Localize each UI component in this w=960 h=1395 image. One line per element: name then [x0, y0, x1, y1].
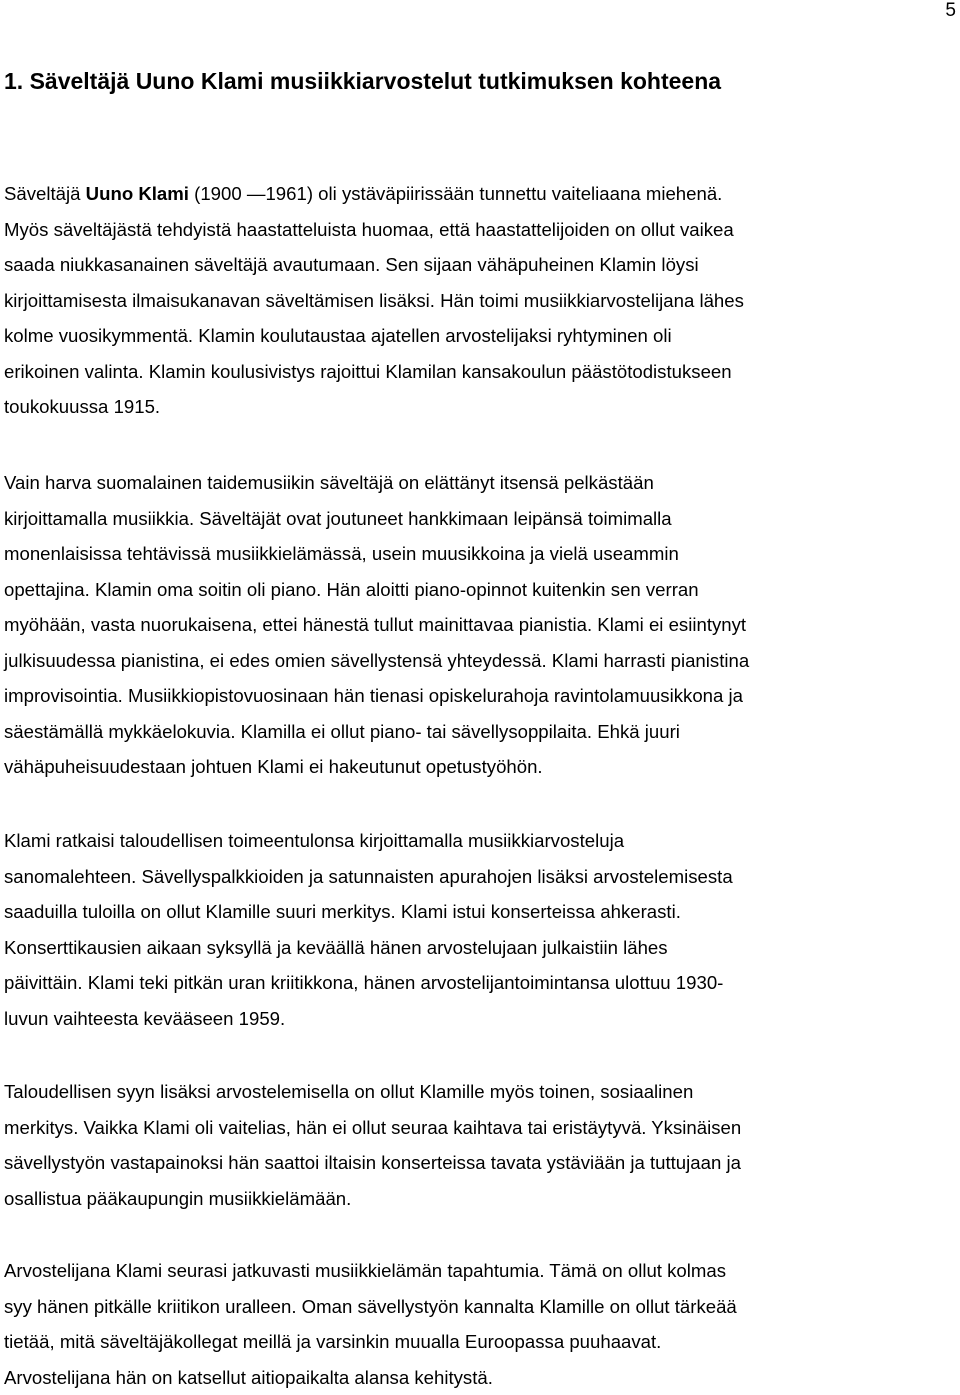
paragraph-line: opettajina. Klamin oma soitin oli piano. Hän aloitti piano-opinnot kuitenkin sen verran [4, 578, 699, 600]
paragraph-line: Taloudellisen syyn lisäksi arvostelemisella on ollut Klamille myös toinen, sosiaalinen [4, 1081, 694, 1102]
paragraph-line [4, 176, 954, 212]
paragraph-line: Konserttikausien aikaan syksyllä ja keväällä hänen arvostelujaan julkaistiin lähes [4, 936, 668, 958]
paragraph-line: julkisuudessa pianistina, ei edes omien sävellystensä yhteydessä. Klami harrasti pianistina [4, 649, 750, 671]
paragraph-line: päivittäin. Klami teki pitkän uran kriitikkona, hänen arvostelijantoimintansa ulottuu 1930- [4, 972, 724, 994]
paragraph-line: saaduilla tuloilla on ollut Klamille suuri merkitys. Klami istui konserteissa ahkerasti. [4, 901, 681, 923]
paragraph-line: merkitys. Vaikka Klami oli vaitelias, hän ei ollut seuraa kaihtava tai eristäytyvä. Yksinäisen [4, 1116, 742, 1138]
paragraph-line: Arvostelijana Klami seurasi jatkuvasti musiikkielämän tapahtumia. Tämä on ollut kolmas [4, 1260, 727, 1281]
paragraph-5 [4, 1253, 954, 1395]
paragraph-line: Arvostelijana hän on katsellut aitiopaikalta alansa kehitystä. [4, 1366, 493, 1388]
paragraph-line: tietää, mitä säveltäjäkollegat meillä ja varsinkin muualla Euroopassa puuhaavat. [4, 1331, 662, 1353]
paragraph-3 [4, 823, 954, 1036]
paragraph-1 [4, 176, 954, 425]
paragraph-line: sanomalehteen. Sävellyspalkkioiden ja satunnaisten apurahojen lisäksi arvostelemisesta [4, 865, 733, 887]
paragraph-line: kirjoittamalla musiikkia. Säveltäjät ovat joutuneet hankkimaan leipänsä toimimalla [4, 507, 672, 529]
paragraph-4 [4, 1074, 954, 1216]
paragraph-2 [4, 465, 954, 785]
chapter-heading: 1. Säveltäjä Uuno Klami musiikkiarvostelut tutkimuksen kohteena [4, 68, 722, 94]
composer-name: Uuno Klami [85, 183, 189, 204]
paragraph-line: improvisointia. Musiikkiopistovuosinaan hän tienasi opiskelurahoja ravintolamuusikkona ja [4, 685, 743, 707]
paragraph-line: sävellystyön vastapainoksi hän saattoi iltaisin konserteissa tavata ystäviään ja tuttujaan ja [4, 1152, 741, 1174]
paragraph-line: säestämällä mykkäelokuvia. Klamilla ei ollut piano- tai sävellysoppilaita. Ehkä juuri [4, 720, 680, 742]
line-text: Säveltäjä [4, 183, 86, 204]
paragraph-line: Klami ratkaisi taloudellisen toimeentulonsa kirjoittamalla musiikkiarvosteluja [4, 830, 625, 851]
paragraph-line: toukokuussa 1915. [4, 396, 161, 418]
paragraph-line: myöhään, vasta nuorukaisena, ettei hänestä tullut mainittavaa pianistia. Klami ei esiintynyt [4, 614, 747, 636]
paragraph-line: saada niukkasanainen säveltäjä avautumaan. Sen sijaan vähäpuheinen Klamin löysi [4, 254, 699, 276]
paragraph-line: kirjoittamisesta ilmaisukanavan säveltämisen lisäksi. Hän toimi musiikkiarvostelijana lähes [4, 289, 744, 311]
paragraph-line: syy hänen pitkälle kriitikon uralleen. Oman sävellystyön kannalta Klamille on ollut tärkeää [4, 1295, 737, 1317]
paragraph-line: luvun vaihteesta kevääseen 1959. [4, 1007, 286, 1029]
line-text: (1900 —1961) oli ystäväpiirissään tunnettu vaiteliaana miehenä. [188, 183, 723, 204]
paragraph-line: monenlaisissa tehtävissä musiikkielämässä, usein muusikkoina ja vielä useammin [4, 543, 679, 565]
paragraph-line: osallistua pääkaupungin musiikkielämään. [4, 1187, 352, 1209]
paragraph-line: Vain harva suomalainen taidemusiikin säveltäjä on elättänyt itsensä pelkästään [4, 472, 654, 493]
page-number: 5 [945, 0, 956, 21]
paragraph-line: erikoinen valinta. Klamin koulusivistys rajoittui Klamilan kansakoulun päästötodistukseen [4, 360, 732, 382]
paragraph-line: Myös säveltäjästä tehdyistä haastatteluista huomaa, että haastattelijoiden on ollut vaikea [4, 218, 734, 240]
paragraph-line: vähäpuheisuudestaan johtuen Klami ei hakeutunut opetustyöhön. [4, 756, 543, 778]
paragraph-line: kolme vuosikymmentä. Klamin koulutaustaa ajatellen arvostelijaksi ryhtyminen oli [4, 325, 672, 347]
